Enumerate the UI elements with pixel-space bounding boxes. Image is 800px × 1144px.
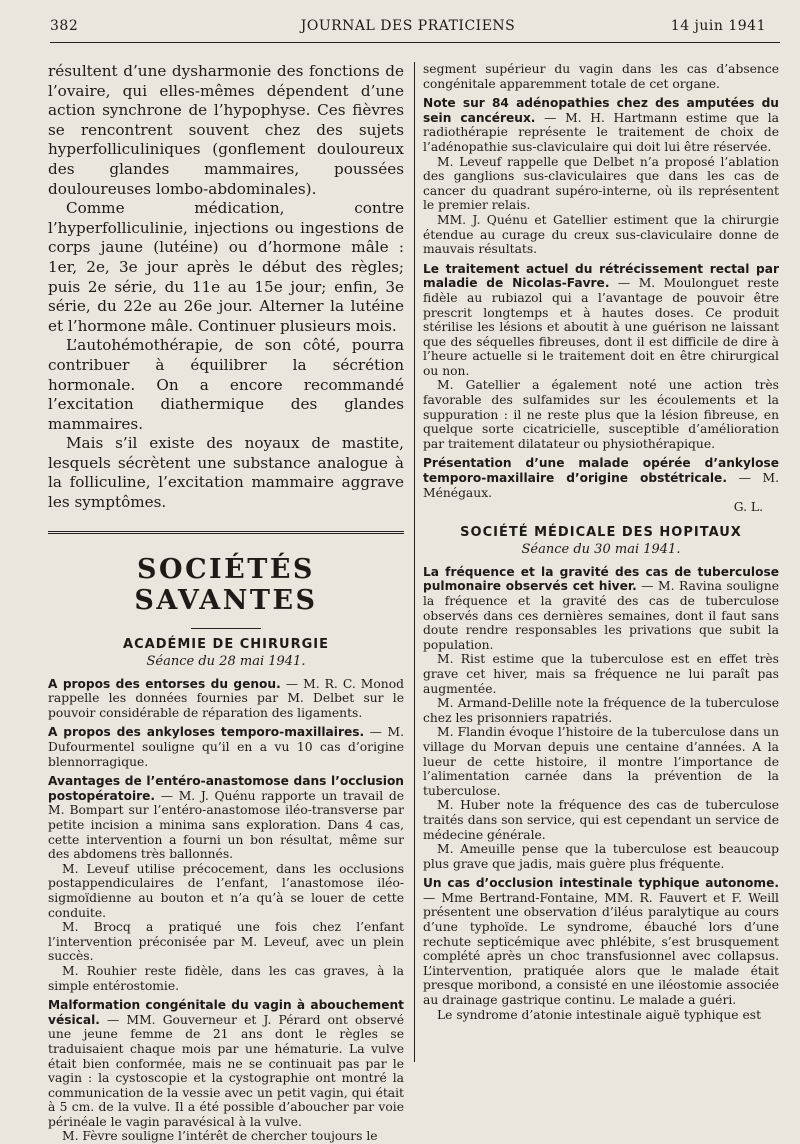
entry-body: — M. Dufourmentel souligne qu’il en a vu 10 cas d’origine blennorragique. — [48, 725, 404, 769]
entry-body: M. Leveuf utilise précocement, dans les occlusions postappendiculaires de l’enfant, l’anastomose iléo-sigmoïdienne au bouton et n’a qu’à se louer de cette conduite. — [48, 861, 404, 920]
paragraph: Comme médication, contre l’hyperfolliculinie, injections ou ingestions de corps jaune (lutéine) ou d’hormone mâle : 1er, 2e, 3e jour après le début des règles; puis 2e série, du 11e au 15e jour; enfin, 3e série, du 22e au 26e jour. Alterner la lutéine et l’hormone mâle. Continuer plusieurs mois. — [48, 199, 404, 335]
entry-body: M. Rouhier reste fidèle, dans les cas graves, à la simple entérostomie. — [48, 963, 404, 993]
entry-title: A propos des entorses du genou. — [48, 676, 281, 691]
entry — [423, 62, 779, 91]
entry-body: M. Fèvre souligne l’intérêt de chercher toujours le — [62, 1129, 378, 1144]
signature: G. L. — [733, 500, 763, 515]
entry-body: — M. R. C. Monod rappelle les données fournies par M. Delbet sur le pouvoir considérable de réparation des ligaments. — [48, 676, 404, 720]
journal-title: JOURNAL DES PRATICIENS — [300, 18, 516, 34]
left-column — [48, 62, 404, 1144]
entry — [423, 565, 779, 653]
entry-body: M. Leveuf rappelle que Delbet n’a proposé l’ablation des ganglions sus-claviculaires que dans les cas de cancer du quadrant supéro-interne, où ils représentent le premier relais. — [423, 154, 779, 213]
entry-body: — Mme Bertrand-Fontaine, MM. R. Fauvert et F. Weill présentent une observation d’iléus paralytique au cours d’une typhoïde. Le syndrome, ébauché lors d’une rechute septicémique avec phlébite, s’est brusquement complété après un choc transfusionnel avec collapsus. L’intervention, pratiquée alors que le malade était presque moribond, a consisté en une iléostomie associée au drainage gastrique continu. Le malade a guéri. — [423, 890, 779, 1008]
section-divider — [48, 531, 404, 534]
entry-title: Note sur 84 adénopathies chez des amputées du sein cancéreux. — [423, 96, 779, 125]
paragraph: Mais s’il existe des noyaux de mastite, lesquels sécrètent une substance analogue à la folliculine, l’excitation mammaire aggrave les symptômes. — [48, 434, 404, 512]
entry — [423, 1008, 779, 1023]
entry-body: MM. J. Quénu et Gatellier estiment que la chirurgie étendue au curage du creux sus-claviculaire donne de mauvais résultats. — [423, 212, 779, 257]
section-title: SOCIÉTÉS SAVANTES — [134, 553, 318, 616]
entry-body: — M. H. Hartmann estime que la radiothérapie représente le traitement de choix de l’adénopathie sus-claviculaire qui doit lui être réservée. — [423, 110, 779, 154]
entry — [423, 652, 779, 696]
entry-body: M. Brocq a pratiqué une fois chez l’enfant l’intervention préconisée par M. Leveuf, avec un plein succès. — [48, 920, 404, 964]
header-rule — [50, 42, 780, 43]
entry — [423, 262, 779, 379]
entry-body: — MM. Gouverneur et J. Pérard ont observé une jeune femme de 21 ans dont le règles se traduisaient chaque mois par une hématurie. La vulve était bien conformée, mais ne se continuait pas par le vagin : la cystoscopie et la cystographie ont montré la communication de la vessie avec un petit vagin, qui était à 5 cm. de la vulve. Il a été possible d’aboucher par voie périnéale le vagin paravésical à la vulve. — [48, 1012, 404, 1129]
entry-body: segment supérieur du vagin dans les cas d’absence congénitale apparemment totale de cet organe. — [423, 62, 779, 91]
entry — [423, 155, 779, 213]
entry-title: Malformation congénitale du vagin à abouchement vésical. — [48, 998, 404, 1027]
entry-title: A propos des ankyloses temporo-maxillaires. — [48, 725, 365, 740]
entry-body: M. Rist estime que la tuberculose est en effet très grave cet hiver, mais sa fréquence ne lui paraît pas augmentée. — [423, 652, 779, 696]
entry-title: Un cas d’occlusion intestinale typhique autonome. — [423, 876, 779, 891]
entry-body: M. Armand-Delille note la fréquence de la tuberculose chez les prisonniers rapatriés. — [423, 696, 779, 725]
entry-body: M. Huber note la fréquence des cas de tuberculose traités dans son service, qui est cependant un service de médecine générale. — [423, 798, 779, 842]
entry — [423, 696, 779, 725]
entry — [423, 725, 779, 798]
paragraph: résultent d’une dysharmonie des fonctions de l’ovaire, qui elles-mêmes dépendent d’une action synchrone de l’hypophyse. Ces fièvres se rencontrent souvent chez des sujets hyperfolliculiniques (gonflement douloureux des glandes mammaires, poussées douloureuses lombo-abdominales). — [48, 62, 404, 198]
entry — [423, 378, 779, 451]
entry — [48, 677, 404, 721]
academie-seance: Séance du 28 mai 1941. — [146, 653, 306, 669]
entry-title: Avantages de l’entéro-anastomose dans l’occlusion postopératoire. — [48, 774, 404, 803]
entry — [423, 876, 779, 1007]
right-column — [423, 62, 779, 1022]
page-number: 382 — [50, 18, 79, 34]
entry-body: — M. Moulonguet reste fidèle au rubiazol qui a l’avantage de pouvoir être prescrit longtemps et à hautes doses. Ce produit stérilise les lésions et aboutit à une guérison ne laissant que des séquelles fibreuses, dont il est difficile de dire à l’heure actuelle si le traitement doit en être chirurgical ou non. — [423, 276, 779, 378]
academie-heading: ACADÉMIE DE CHIRURGIE — [123, 636, 329, 652]
entry — [48, 964, 404, 993]
entry — [423, 798, 779, 842]
entry-body: M. Ameuille pense que la tuberculose est beaucoup plus grave que jadis, mais guère plus fréquente. — [423, 842, 779, 871]
societe-heading: SOCIÉTÉ MÉDICALE DES HOPITAUX — [460, 524, 742, 540]
entry — [48, 725, 404, 769]
short-rule — [191, 628, 261, 629]
entry-title: Présentation d’une malade opérée d’ankylose temporo-maxillaire d’origine obstétricale. — [423, 456, 779, 486]
continued-article — [48, 62, 404, 513]
societe-seance: Séance du 30 mai 1941. — [521, 541, 681, 557]
entry — [423, 96, 779, 154]
academie-entries — [48, 677, 404, 1144]
entry — [48, 1129, 404, 1144]
entry-body: M. Gatellier a également noté une action très favorable des sulfamides sur les écoulements et la suppuration : il ne reste plus que la lésion fibreuse, en quelque sorte cicatricielle, susceptible d’amélioration par traitement dilatateur ou physiothérapique. — [423, 378, 779, 451]
entry — [48, 920, 404, 964]
entry — [48, 774, 404, 862]
entry-title: La fréquence et la gravité des cas de tuberculose pulmonaire observés cet hiver. — [423, 564, 779, 594]
entry-body: — M. Ravina souligne la fréquence et la gravité des cas de tuberculose observés dans ces dernières semaines, dont il faut sans doute rendre responsables les privations que subit la population. — [423, 579, 779, 652]
academie-continued — [423, 62, 779, 515]
entry — [423, 213, 779, 257]
entry — [48, 862, 404, 920]
entry-title: Le traitement actuel du rétrécissement rectal par maladie de Nicolas-Favre. — [423, 261, 779, 291]
entry — [423, 842, 779, 871]
entry-body: — M. Ménégaux. — [423, 471, 779, 500]
entry-body: — M. J. Quénu rapporte un travail de M. Bompart sur l’entéro-anastomose iléo-transverse par petite incision a minima sans exploration. Dans 4 cas, cette intervention a fourni un bon résultat, même sur des abdomens très ballonnés. — [48, 788, 404, 862]
societe-entries — [423, 565, 779, 1022]
entry — [423, 456, 779, 500]
paragraph: L’autohémothérapie, de son côté, pourra contribuer à équilibrer la sécrétion hormonale. On a encore recommandé l’excitation diathermique des glandes mammaires. — [48, 336, 404, 433]
entry — [48, 998, 404, 1129]
issue-date: 14 juin 1941 — [670, 18, 766, 34]
column-divider — [414, 62, 415, 1062]
page-header — [50, 18, 766, 42]
entry-body: Le syndrome d’atonie intestinale aiguë typhique est — [437, 1007, 762, 1022]
entry-body: M. Flandin évoque l’histoire de la tuberculose dans un village du Morvan depuis une centaine d’années. A la lueur de cette histoire, il montre l’importance de l’alimentation carnée dans la prévention de la tuberculose. — [423, 725, 779, 798]
